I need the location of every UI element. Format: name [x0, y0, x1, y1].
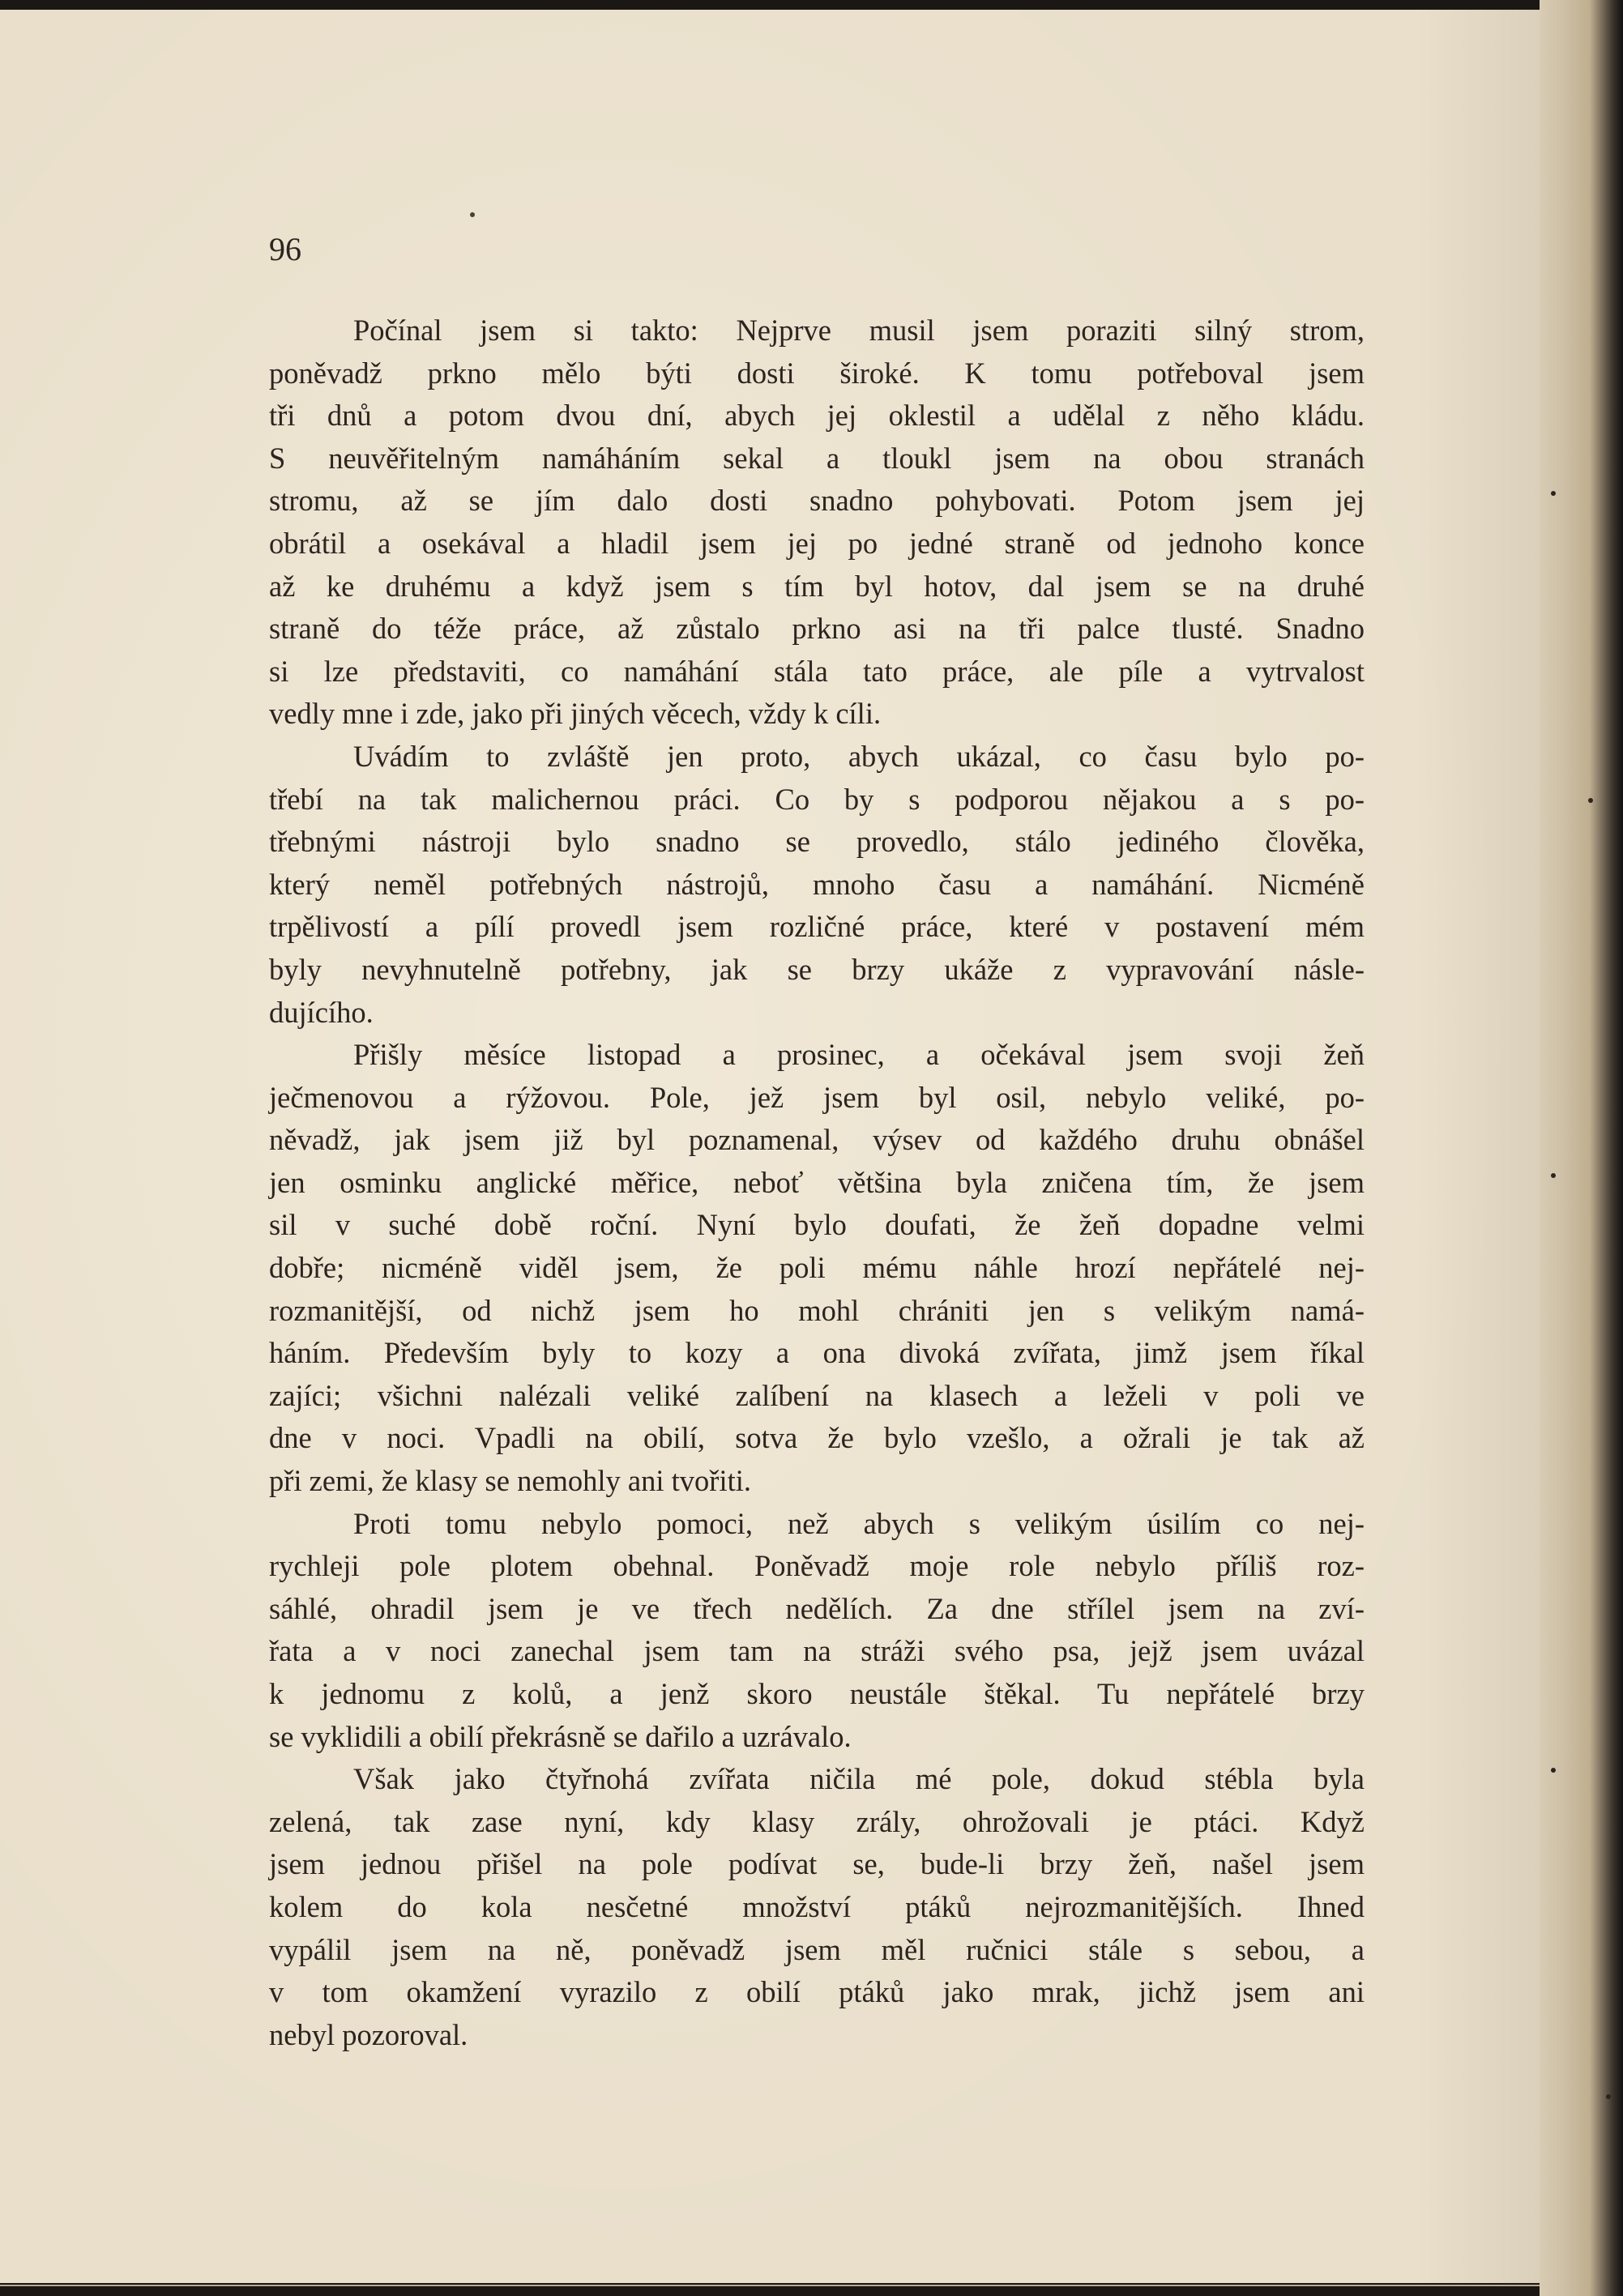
text-line: dne v noci. Vpadli na obilí, sotva že bylo vzešlo, a ožrali je tak až [269, 1421, 1365, 1455]
text-line: si lze představiti, co namáhání stála tato práce, ale píle a vytrvalost [269, 654, 1365, 688]
text-line: trpělivostí a pílí provedl jsem rozličné práce, které v postavení mém [269, 910, 1365, 944]
spine-mark [1588, 798, 1593, 803]
text-line: byly nevyhnutelně potřebny, jak se brzy ukáže z vypravování násle- [269, 952, 1365, 986]
text-line: rychleji pole plotem obehnal. Poněvadž moje role nebylo příliš roz- [269, 1549, 1365, 1583]
book-spine [1540, 0, 1623, 2296]
text-line: kolem do kola nesčetné množství ptáků nejrozmanitějších. Ihned [269, 1889, 1365, 1923]
text-line: zelená, tak zase nyní, kdy klasy zrály, ohrožovali je ptáci. Když [269, 1804, 1365, 1838]
text-line: řata a v noci zanechal jsem tam na stráži svého psa, jejž jsem uvázal [269, 1634, 1365, 1668]
text-line: zajíci; všichni nalézali veliké zalíbení na klasech a leželi v poli ve [269, 1378, 1365, 1412]
text-line: ječmenovou a rýžovou. Pole, jež jsem byl osil, nebylo veliké, po- [269, 1080, 1365, 1114]
text-line: něvadž, jak jsem již byl poznamenal, výsev od každého druhu obnášel [269, 1123, 1365, 1157]
text-line: sil v suché době roční. Nyní bylo doufati, že žeň dopadne velmi [269, 1208, 1365, 1242]
text-line: vedly mne i zde, jako při jiných věcech, vždy k cíli. [269, 697, 882, 731]
text-line: k jednomu z kolů, a jenž skoro neustále štěkal. Tu nepřátelé brzy [269, 1677, 1365, 1710]
text-line: obrátil a osekával a hladil jsem jej po jedné straně od jednoho konce [269, 526, 1365, 560]
page-body [269, 309, 1365, 2056]
text-line: který neměl potřebných nástrojů, mnoho času a namáhání. Nicméně [269, 867, 1365, 901]
text-line: se vyklidili a obilí překrásně se dařilo a uzrávalo. [269, 1719, 852, 1753]
text-line: vypálil jsem na ně, poněvadž jsem měl ručnici stále s sebou, a [269, 1932, 1365, 1966]
text-line: třebnými nástroji bylo snadno se provedlo, stálo jediného člověka, [269, 825, 1365, 859]
page-edge [0, 2285, 1540, 2286]
paragraph [269, 1503, 1365, 1759]
spine-mark [1551, 491, 1556, 496]
text-line: dujícího. [269, 995, 374, 1029]
text-line: Počínal jsem si takto: Nejprve musil jsem poraziti silný strom, [353, 314, 1365, 347]
paragraph [269, 736, 1365, 1034]
text-line: dobře; nicméně viděl jsem, že poli mému náhle hrozí nepřátelé nej- [269, 1251, 1365, 1285]
text-line: nebyl pozoroval. [269, 2017, 468, 2051]
text-line: třebí na tak malichernou práci. Co by s podporou nějakou a s po- [269, 782, 1365, 816]
text-line: S neuvěřitelným namáháním sekal a tloukl jsem na obou stranách [269, 441, 1365, 475]
text-line: stromu, až se jím dalo dosti snadno pohybovati. Potom jsem jej [269, 484, 1365, 518]
text-line: straně do téže práce, až zůstalo prkno asi na tři palce tlusté. Snadno [269, 612, 1365, 646]
text-line: jsem jednou přišel na pole podívat se, bude-li brzy žeň, našel jsem [269, 1847, 1365, 1881]
ink-speck [470, 212, 475, 217]
text-line: tři dnů a potom dvou dní, abych jej oklestil a udělal z něho kládu. [269, 399, 1365, 433]
spine-mark [1551, 1173, 1556, 1178]
text-line: sáhlé, ohradil jsem je ve třech nedělích. Za dne střílel jsem na zví- [269, 1591, 1365, 1625]
text-line: Proti tomu nebylo pomoci, než abych s velikým úsilím co nej- [353, 1506, 1365, 1540]
paragraph [269, 1758, 1365, 2056]
text-line: rozmanitější, od nichž jsem ho mohl chrániti jen s velikým namá- [269, 1293, 1365, 1327]
page-number: 96 [269, 231, 301, 267]
book-page [0, 10, 1540, 2283]
text-line: až ke druhému a když jsem s tím byl hotov, dal jsem se na druhé [269, 569, 1365, 603]
text-line: Uvádím to zvláště jen proto, abych ukázal, co času bylo po- [353, 739, 1365, 773]
text-line: jen osminku anglické měřice, neboť většina byla zničena tím, že jsem [269, 1165, 1365, 1199]
text-line: háním. Především byly to kozy a ona divoká zvířata, jimž jsem říkal [269, 1336, 1365, 1370]
text-line: poněvadž prkno mělo býti dosti široké. K tomu potřeboval jsem [269, 356, 1365, 390]
text-line: v tom okamžení vyrazilo z obilí ptáků jako mrak, jichž jsem ani [269, 1975, 1365, 2009]
paragraph [269, 309, 1365, 736]
paragraph [269, 1034, 1365, 1503]
text-line: při zemi, že klasy se nemohly ani tvořiti. [269, 1464, 751, 1498]
text-line: Však jako čtyřnohá zvířata ničila mé pole, dokud stébla byla [353, 1762, 1365, 1796]
spine-mark [1606, 2094, 1611, 2099]
text-line: Přišly měsíce listopad a prosinec, a očekával jsem svoji žeň [353, 1038, 1365, 1072]
spine-mark [1551, 1768, 1556, 1773]
